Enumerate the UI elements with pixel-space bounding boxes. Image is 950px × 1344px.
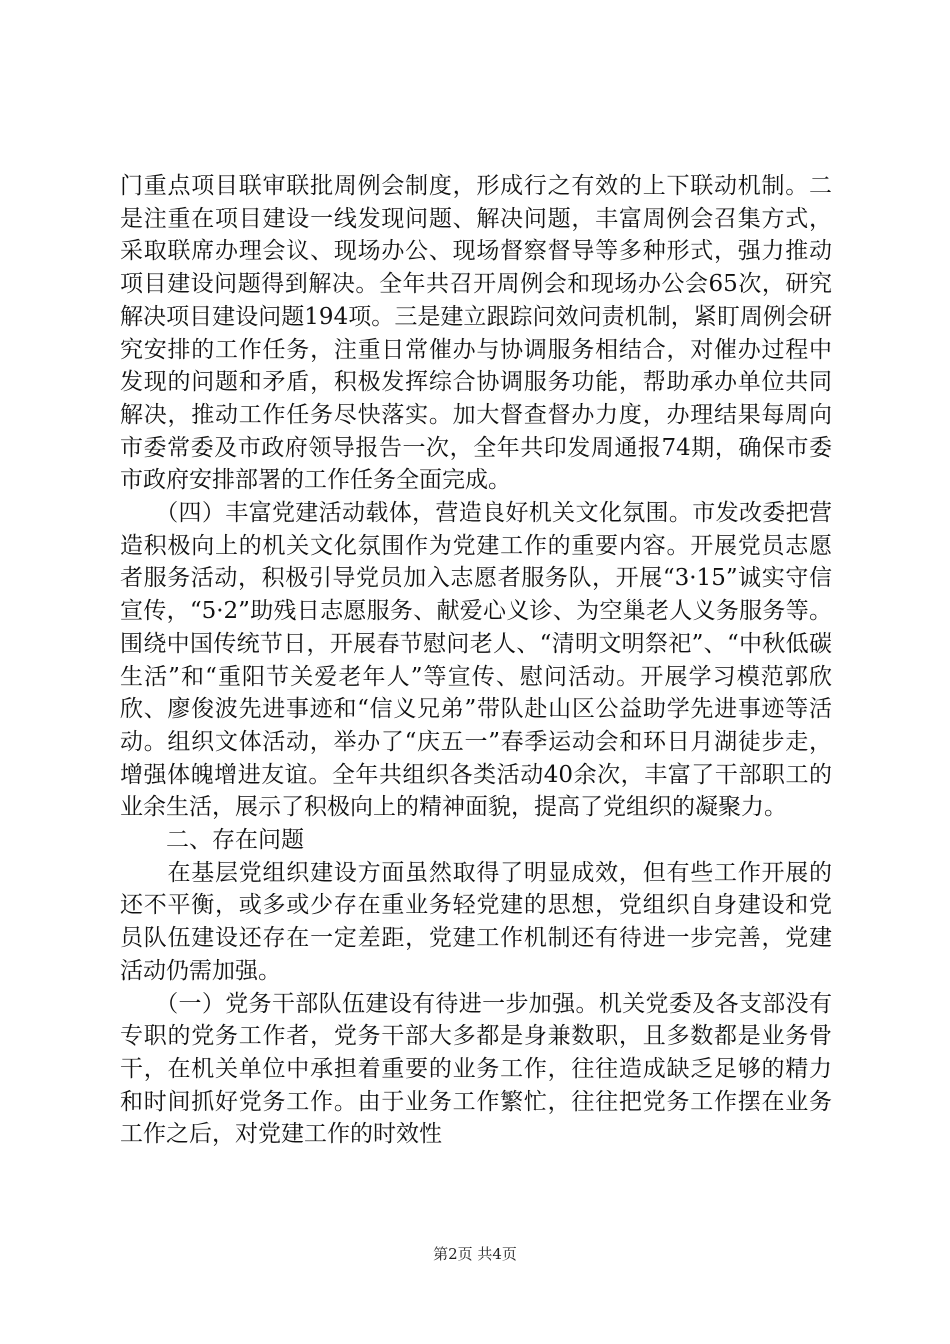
paragraph-continuation: 门重点项目联审联批周例会制度，形成行之有效的上下联动机制。二是注重在项目建设一线发现问题、解决问题，丰富周例会召集方式，采取联席办理会议、现场办公、现场督察督导等多种形式，强力推动项目建设问题得到解决。全年共召开周例会和现场办公会65次，研究解决项目建设问题194项。三是建立跟踪问效问责机制，紧盯周例会研究安排的工作任务，注重日常催办与协调服务相结合，对催办过程中发现的问题和矛盾，积极发挥综合协调服务功能，帮助承办单位共同解决，推动工作任务尽快落实。加大督查督办力度，办理结果每周向市委常委及市政府领导报告一次，全年共印发周通报74期，确保市委市政府安排部署的工作任务全面完成。: [120, 173, 832, 494]
document-body: [120, 170, 832, 1151]
paragraph-activities: （四）丰富党建活动载体，营造良好机关文化氛围。市发改委把营造积极向上的机关文化氛围作为党建工作的重要内容。开展党员志愿者服务活动，积极引导党员加入志愿者服务队，开展“3·15”诚实守信宣传，“5·2”助残日志愿服务、献爱心义诊、为空巢老人义务服务等。围绕中国传统节日，开展春节慰问老人、“清明文明祭祀”、“中秋低碳生活”和“重阳节关爱老年人”等宣传、慰问活动。开展学习模范郭欣欣、廖俊波先进事迹和“信义兄弟”带队赴山区公益助学先进事迹等活动。组织文体活动，举办了“庆五一”春季运动会和环日月湖徒步走，增强体魄增进友谊。全年共组织各类活动40余次，丰富了干部职工的业余生活，展示了积极向上的精神面貌，提高了党组织的凝聚力。: [120, 500, 832, 821]
page-footer: [0, 1243, 950, 1264]
page-number: 第2页 共4页: [433, 1245, 517, 1263]
paragraph-staff-building: （一）党务干部队伍建设有待进一步加强。机关党委及各支部没有专职的党务工作者，党务干部大多都是身兼数职，且多数都是业务骨干，在机关单位中承担着重要的业务工作，往往造成缺乏足够的精力和时间抓好党务工作。由于业务工作繁忙，往往把党务工作摆在业务工作之后，对党建工作的时效性: [120, 990, 832, 1148]
section-heading-problems: 二、存在问题: [120, 827, 304, 854]
paragraph-problems-intro: 在基层党组织建设方面虽然取得了明显成效，但有些工作开展的还不平衡，或多或少存在重业务轻党建的思想，党组织自身建设和党员队伍建设还存在一定差距，党建工作机制还有待进一步完善，党建活动仍需加强。: [120, 859, 832, 984]
